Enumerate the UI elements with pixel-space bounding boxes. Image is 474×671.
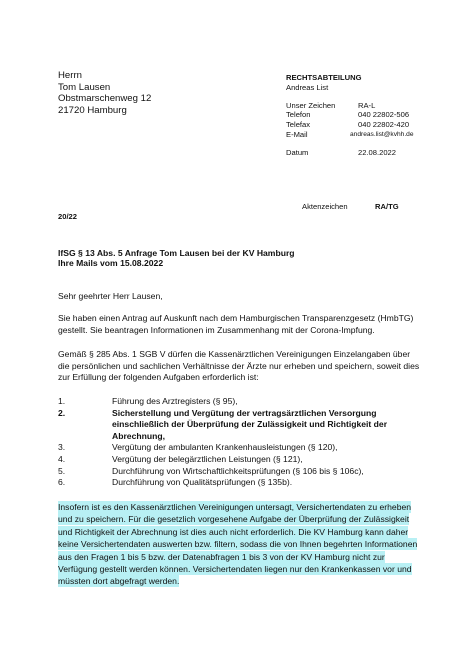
list-item-number: 5. xyxy=(58,465,66,476)
list-item xyxy=(58,477,428,489)
recipient-name: Tom Lausen xyxy=(58,81,111,93)
list-item xyxy=(58,454,428,466)
meta-value: RA-L xyxy=(358,100,376,110)
list-item-number: 3. xyxy=(58,442,66,453)
paragraph-request-text: Sie haben einen Antrag auf Auskunft nach dem Hamburgischen Transparenzgesetz (HmbTG) gestellt. Sie beantragen Informationen im Zusammenhang mit der Corona-Impfung. xyxy=(58,313,414,335)
file-number: 20/22 xyxy=(58,212,78,221)
meta-label: Unser Zeichen xyxy=(286,100,336,110)
meta-row-email xyxy=(286,129,414,140)
list-item-number: 2. xyxy=(58,407,66,418)
sender-department: RECHTSABTEILUNG xyxy=(286,73,362,82)
meta-row-date xyxy=(286,147,397,158)
meta-label: Telefax xyxy=(286,120,311,130)
paragraph-legal-basis xyxy=(58,349,420,384)
file-reference-label: Aktenzeichen xyxy=(302,202,348,211)
list-item-text: Sicherstellung und Vergütung der vertragsärztlichen Versorgung einschließlich der Überprüfung der Zulässigkeit und Richtigkeit der Abrechnung, xyxy=(112,407,388,441)
list-item xyxy=(58,442,428,454)
list-item-text: Durchführung von Wirtschaftlichkeitsprüfungen (§ 106 bis § 106c), xyxy=(112,465,364,476)
salutation xyxy=(58,291,418,303)
tasks-list xyxy=(58,396,428,489)
list-item-text: Durchführung von Qualitätsprüfungen (§ 135b). xyxy=(112,477,293,488)
paragraph-request xyxy=(58,313,418,336)
list-item-number: 1. xyxy=(58,396,66,406)
meta-row-phone xyxy=(286,110,410,120)
meta-label: Telefon xyxy=(286,110,311,120)
list-item xyxy=(58,408,428,443)
meta-value: 040 22802-420 xyxy=(358,120,410,130)
meta-value: 040 22802-506 xyxy=(358,110,410,120)
list-item xyxy=(58,396,428,408)
sender-info xyxy=(286,73,414,158)
highlighted-paragraph xyxy=(58,501,420,588)
subject-line-2: Ihre Mails vom 15.08.2022 xyxy=(58,258,164,269)
list-item xyxy=(58,466,428,478)
list-item-text: Vergütung der belegärztlichen Leistungen (§ 121), xyxy=(112,453,303,464)
subject xyxy=(58,248,295,269)
email-link[interactable]: andreas.list@kvhh.de xyxy=(350,130,414,138)
salutation-text: Sehr geehrter Herr Lausen, xyxy=(58,291,163,301)
recipient-city: 21720 Hamburg xyxy=(58,104,127,116)
date-value: 22.08.2022 xyxy=(358,147,397,157)
meta-row-reference xyxy=(286,100,376,111)
highlighted-text: Insofern ist es den Kassenärztlichen Vereinigungen untersagt, Versichertendaten zu erheben und zu speichern. Für die gesetzlich vorgesehene Aufgabe der Überprüfung der Zulässigkeit und Richtigkeit der Abrechnung ist dies auch nicht erforderlich. Die KV Hamburg kann daher keine Versichertendaten auswerten bzw. filtern, sodass die von Ihnen begehrten Informationen aus den Fragen 1 bis 5 bzw. der Datenabfragen 1 bis 3 von der KV Hamburg nicht zur Verfügung gestellt werden können. Versichertendaten liegen nur den Krankenkassen vor und müssten dort abgefragt werden. xyxy=(58,502,418,587)
recipient-address xyxy=(58,70,151,116)
recipient-street: Obstmarschenweg 12 xyxy=(58,93,152,105)
paragraph-legal-basis-text: Gemäß § 285 Abs. 1 SGB V dürfen die Kassenärztlichen Vereinigungen Einzelangaben über die persönlichen und sachlichen Verhältnisse der Ärzte nur erheben und speichern, soweit dies zur Erfüllung der folgenden Aufgaben erforderlich ist: xyxy=(58,349,420,383)
list-item-text: Vergütung der ambulanten Krankenhausleistungen (§ 120), xyxy=(112,442,338,453)
list-item-text: Führung des Arztregisters (§ 95), xyxy=(112,396,238,406)
recipient-salutation: Herrn xyxy=(58,70,82,81)
file-reference-value: RA/TG xyxy=(375,202,399,211)
meta-label: E-Mail xyxy=(286,129,308,139)
date-label: Datum xyxy=(286,147,309,157)
sender-contact: Andreas List xyxy=(286,82,329,92)
list-item-number: 4. xyxy=(58,453,66,464)
meta-row-fax xyxy=(286,120,410,130)
subject-line-1: IfSG § 13 Abs. 5 Anfrage Tom Lausen bei der KV Hamburg xyxy=(58,248,295,258)
list-item-number: 6. xyxy=(58,477,66,488)
